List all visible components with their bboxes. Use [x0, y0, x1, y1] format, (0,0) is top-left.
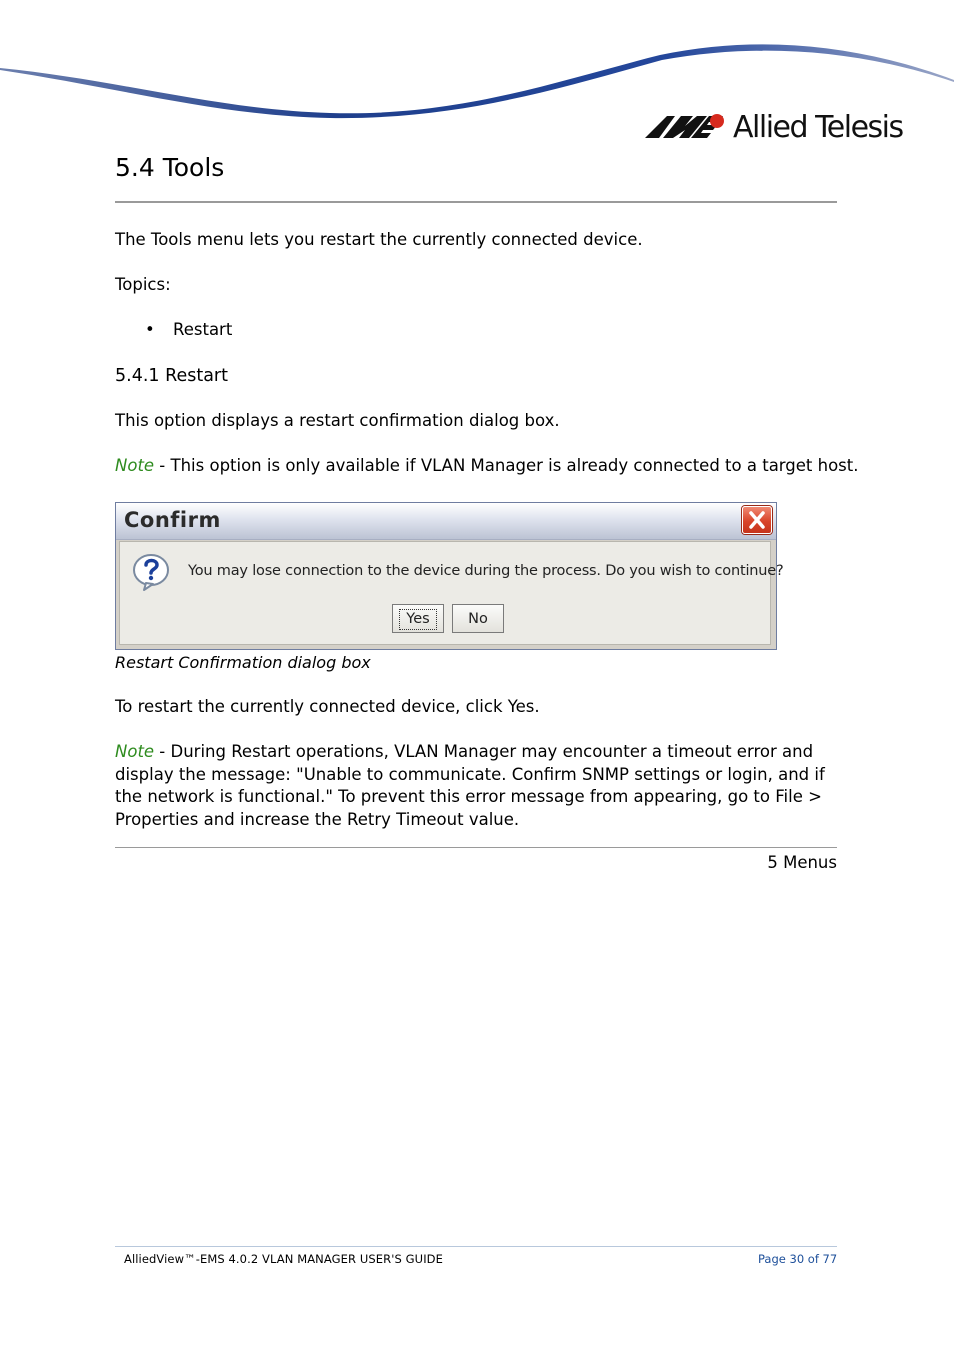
section-title: 5.4 Tools — [115, 153, 225, 182]
dialog-message: You may lose connection to the device during the process. Do you wish to continue? — [188, 563, 784, 579]
note-timeout — [115, 741, 837, 831]
dialog-titlebar — [116, 503, 776, 540]
note-text-before: - During Restart operations, VLAN Manager may encounter a timeout error and display the message: "Unable to communicate. Confirm SNMP settings or login, and if the network is functional." To prevent this error message from appearing, go to — [115, 742, 825, 806]
topic-link-restart[interactable]: Restart — [173, 320, 233, 339]
footer-divider — [115, 1246, 837, 1247]
title-divider — [115, 201, 837, 203]
chapter-link[interactable]: 5 Menus — [767, 853, 837, 872]
dialog-title: Confirm — [124, 508, 221, 532]
menu-path: File > Properties — [115, 787, 822, 829]
footer-page-number: Page 30 of 77 — [758, 1252, 838, 1266]
question-icon — [132, 552, 172, 592]
note-text-after: and increase the Retry Timeout value. — [198, 809, 520, 829]
topics-label: Topics: — [115, 275, 171, 294]
bullet-marker: • — [145, 320, 155, 339]
figure-caption: Restart Confirmation dialog box — [115, 653, 371, 672]
note-label: Note — [115, 456, 155, 475]
no-button[interactable]: No — [452, 604, 504, 633]
close-icon[interactable] — [742, 506, 772, 534]
restart-instruction: To restart the currently connected device, click Yes. — [115, 697, 540, 716]
note-label: Note — [115, 742, 155, 761]
yes-button-label: Yes — [399, 609, 436, 630]
logo-wordmark: Allied Telesis — [733, 110, 903, 145]
subsection-title: 5.4.1 Restart — [115, 366, 228, 386]
intro-text: The Tools menu lets you restart the currently connected device. — [115, 230, 643, 249]
confirm-dialog — [115, 502, 784, 650]
restart-description: This option displays a restart confirmation dialog box. — [115, 411, 560, 430]
note-availability — [115, 455, 859, 478]
dialog-body — [119, 541, 784, 645]
logo-mark-icon — [645, 108, 727, 148]
yes-button[interactable] — [392, 604, 444, 633]
note-text: - This option is only available if VLAN Manager is already connected to a target host. — [154, 456, 859, 475]
content-divider — [115, 847, 837, 848]
footer-guide-title: AlliedView™-EMS 4.0.2 VLAN MANAGER USER'S GUIDE — [124, 1252, 444, 1266]
allied-telesis-logo — [645, 108, 905, 148]
